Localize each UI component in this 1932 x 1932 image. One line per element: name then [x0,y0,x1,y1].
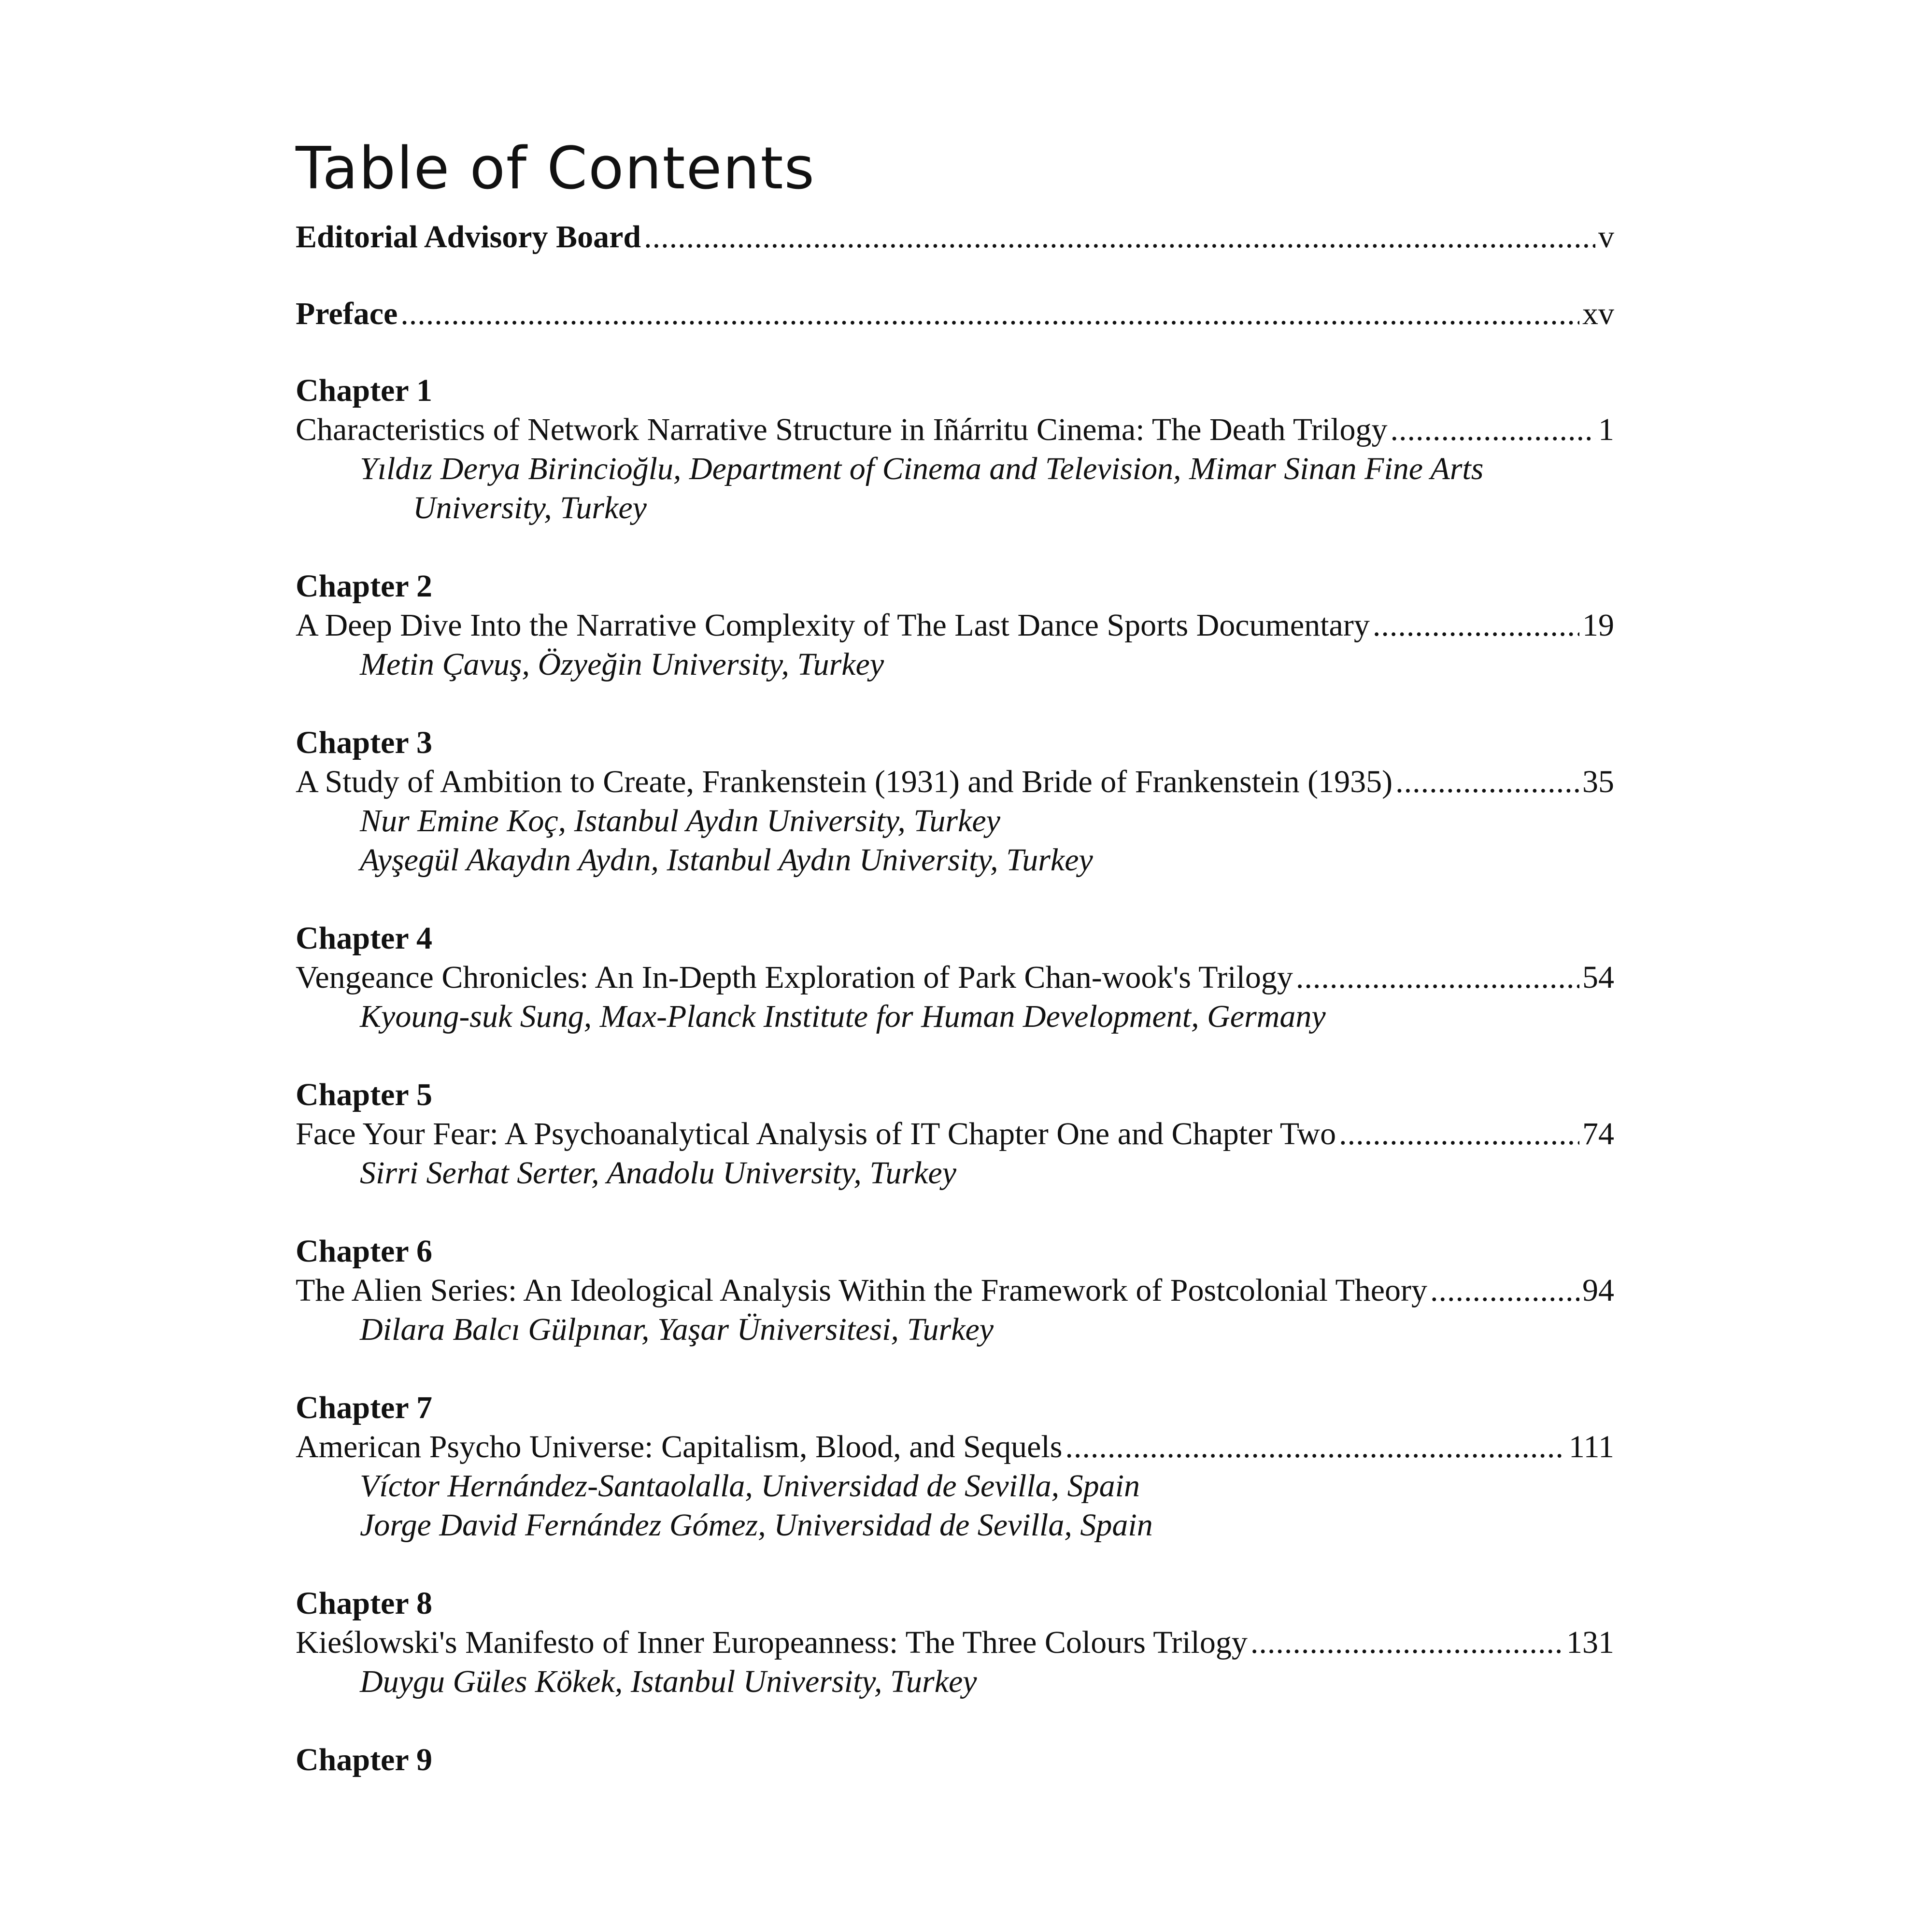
toc-chapter-8[interactable] [296,1584,1614,1701]
chapter-label: Chapter 5 [296,1077,432,1112]
chapter-author: Dilara Balcı Gülpınar, Yaşar Üniversitesi, Turkey [360,1312,994,1347]
page-number: 111 [1568,1429,1614,1464]
chapter-title: Characteristics of Network Narrative Structure in Iñárritu Cinema: The Death Trilogy [296,412,1388,447]
page-number: 74 [1582,1116,1614,1151]
chapter-label: Chapter 7 [296,1390,432,1425]
chapter-author: Jorge David Fernández Gómez, Universidad de Sevilla, Spain [360,1507,1153,1543]
page-title: Table of Contents [296,135,816,202]
entry-label: Preface [296,296,398,331]
toc-chapter-4[interactable] [296,919,1614,1036]
chapter-author: Sirri Serhat Serter, Anadolu University, Turkey [360,1155,957,1191]
chapter-author: Kyoung-suk Sung, Max-Planck Institute for Human Development, Germany [360,999,1326,1034]
page-number: 1 [1598,412,1614,447]
dot-leader [1250,1623,1563,1662]
chapter-label: Chapter 1 [296,373,432,408]
chapter-author: Víctor Hernández-Santaolalla, Universidad de Sevilla, Spain [360,1468,1140,1504]
entry-label: Editorial Advisory Board [296,219,641,255]
chapter-title: A Study of Ambition to Create, Frankenstein (1931) and Bride of Frankenstein (1935) [296,764,1393,799]
chapter-author-continuation: University, Turkey [413,490,647,526]
page-number: 19 [1582,608,1614,643]
chapter-author: Metin Çavuş, Özyeğin University, Turkey [360,647,884,682]
toc-chapter-5[interactable] [296,1075,1614,1193]
dot-leader [1395,762,1579,801]
dot-leader [400,294,1579,333]
chapter-label: Chapter 3 [296,725,432,760]
chapter-title: Face Your Fear: A Psychoanalytical Analysis of IT Chapter One and Chapter Two [296,1116,1336,1151]
toc-page [296,130,1614,1818]
dot-leader [644,217,1595,256]
page-number: v [1598,219,1614,255]
chapter-label: Chapter 2 [296,568,432,604]
chapter-author: Nur Emine Koç, Istanbul Aydın University, Turkey [360,803,1000,838]
dot-leader [1391,410,1596,449]
chapter-title: The Alien Series: An Ideological Analysis Within the Framework of Postcolonial Theory [296,1273,1428,1308]
toc-chapter-2[interactable] [296,567,1614,684]
toc-list [296,217,1614,1779]
chapter-author: Ayşegül Akaydın Aydın, Istanbul Aydın University, Turkey [360,842,1093,878]
dot-leader [1373,606,1579,645]
page-number: 94 [1582,1273,1614,1308]
chapter-label: Chapter 8 [296,1586,432,1621]
chapter-label: Chapter 4 [296,921,432,956]
dot-leader [1065,1427,1565,1466]
toc-chapter-7[interactable] [296,1388,1614,1545]
chapter-label: Chapter 9 [296,1742,432,1777]
page-number: 54 [1582,960,1614,995]
chapter-title: A Deep Dive Into the Narrative Complexity of The Last Dance Sports Documentary [296,608,1370,643]
page-number: 35 [1582,764,1614,799]
toc-chapter-9[interactable] [296,1740,1614,1779]
toc-chapter-3[interactable] [296,723,1614,880]
toc-chapter-6[interactable] [296,1232,1614,1349]
chapter-title: Vengeance Chronicles: An In-Depth Exploration of Park Chan-wook's Trilogy [296,960,1293,995]
toc-entry-preface[interactable] [296,294,1614,333]
toc-chapter-1[interactable] [296,371,1614,527]
dot-leader [1430,1271,1579,1310]
dot-leader [1339,1114,1579,1153]
page-number: 131 [1566,1625,1614,1660]
toc-entry-editorial-board[interactable] [296,217,1614,256]
chapter-title: Kieślowski's Manifesto of Inner Europeanness: The Three Colours Trilogy [296,1625,1248,1660]
dot-leader [1296,958,1579,997]
chapter-author: Yıldız Derya Birincioğlu, Department of Cinema and Television, Mimar Sinan Fine Arts [360,451,1484,486]
page-number: xv [1582,296,1614,331]
chapter-label: Chapter 6 [296,1234,432,1269]
chapter-author: Duygu Güles Kökek, Istanbul University, Turkey [360,1664,977,1699]
chapter-title: American Psycho Universe: Capitalism, Blood, and Sequels [296,1429,1063,1464]
